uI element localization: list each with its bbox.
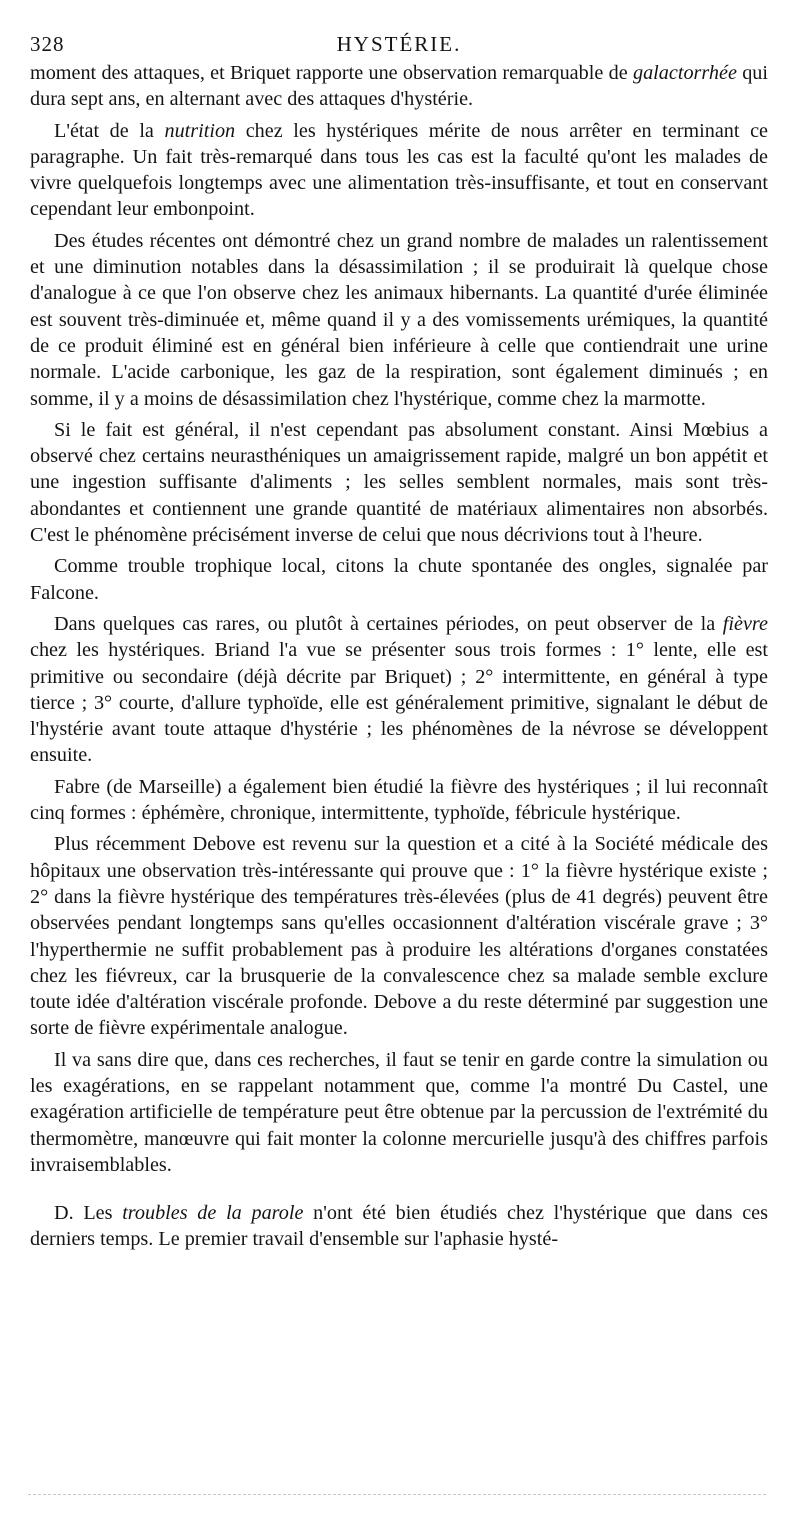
- italic-term: fièvre: [722, 612, 768, 635]
- italic-term: nutrition: [164, 119, 236, 142]
- running-head: [30, 26, 768, 60]
- italic-term: galactorrhée: [632, 62, 737, 84]
- book-page: [30, 26, 768, 1258]
- paragraph-galactorrhee: moment des attaques, et Briquet rapporte une observation remarquable de galactorrhée qui dura sept ans, en alternant avec des attaques d'hystérie.: [30, 62, 769, 111]
- paragraph-troubles-parole: D. Les troubles de la parole n'ont été bien étudiés chez l'hystérique que dans ces derniers temps. Le premier travail d'ensemble sur l'aphasie hysté-: [30, 1202, 768, 1251]
- paragraph-fievre: Dans quelques cas rares, ou plutôt à certaines périodes, on peut observer de la fièvre chez les hystériques. Briand l'a vue se présenter sous trois formes : 1° lente, elle est primitive ou secondaire (déjà décrite par Briquet) ; 2° intermittente, en général à type tierce ; 3° courte, d'allure typhoïde, elle est généralement primitive, signalant le début de l'hystérie avant toute attaque d'hystérie ; les phénomènes de la névrose se développent ensuite.: [30, 612, 768, 767]
- paragraph-desassimilation: Des études récentes ont démontré chez un grand nombre de malades un ralentissement et une diminution notables dans la désassimilation ; il se produirait là quelque chose d'analogue à ce que l'on observe chez les animaux hibernants. La quantité d'urée éliminée est souvent très-diminuée et, même quand il y a des vomissements urémiques, la quantité de ce produit éliminé est en général bien inférieure à celle que contiendrait une urine normale. L'acide carbonique, les gaz de la respiration, sont également diminués ; en somme, il y a moins de désassimilation chez l'hystérique, comme chez la marmotte.: [30, 229, 768, 410]
- paragraph-fabre: Fabre (de Marseille) a également bien étudié la fièvre des hystériques ; il lui reconnaît cinq formes : éphémère, chronique, intermittente, typhoïde, fébricule hystérique.: [30, 775, 768, 825]
- paragraph-moebius: Si le fait est général, il n'est cependant pas absolument constant. Ainsi Mœbius a observé chez certains neurasthéniques un amaigrissement rapide, malgré un bon appétit et une ingestion suffisante d'aliments ; les selles semblent normales, mais sont très-abondantes et contiennent une grande quantité de matériaux alimentaires non absorbés. C'est le phénomène précisément inverse de celui que nous décrivions tout à l'heure.: [30, 418, 768, 547]
- body-text: [30, 60, 768, 1253]
- paragraph-debove: Plus récemment Debove est revenu sur la question et a cité à la Société médicale des hôpitaux une observation très-intéressante qui prouve que : 1° la fièvre hystérique existe ; 2° dans la fièvre hystérique des températures très-élevées (plus de 41 degrés) peuvent être observées pendant longtemps sans qu'elles occasionnent d'altération viscérale grave ; 3° l'hyperthermie ne suffit probablement pas à produire les altérations d'organes constatées chez les fiévreux, car la brusquerie de la convalescence chez sa malade semble exclure toute idée d'altération viscérale profonde. Debove a du reste déterminé par suggestion une sorte de fièvre expérimentale analogue.: [30, 833, 768, 1040]
- paragraph-simulation: Il va sans dire que, dans ces recherches, il faut se tenir en garde contre la simulation ou les exagérations, en se rappelant notamment que, comme l'a montré Du Castel, une exagération artificielle de température peut être obtenue par la percussion de l'extrémité du thermomètre, manœuvre qui fait monter la colonne mercurielle jusqu'à des chiffres parfois invraisemblables.: [30, 1048, 768, 1176]
- page-number: 328: [30, 32, 65, 56]
- footnote-rule: [28, 1494, 766, 1495]
- paragraph-nutrition: L'état de la nutrition chez les hystériques mérite de nous arrêter en terminant ce paragraphe. Un fait très-remarqué dans tous les cas est la faculté qu'ont les malades de vivre quelquefois longtemps avec une alimentation très-insuffisante, et tout en conservant cependant leur embonpoint.: [30, 119, 769, 221]
- paragraph-trouble-trophique: Comme trouble trophique local, citons la chute spontanée des ongles, signalée par Falcone.: [30, 555, 768, 604]
- running-title: HYSTÉRIE.: [336, 32, 462, 56]
- italic-term: troubles de la parole: [122, 1202, 304, 1225]
